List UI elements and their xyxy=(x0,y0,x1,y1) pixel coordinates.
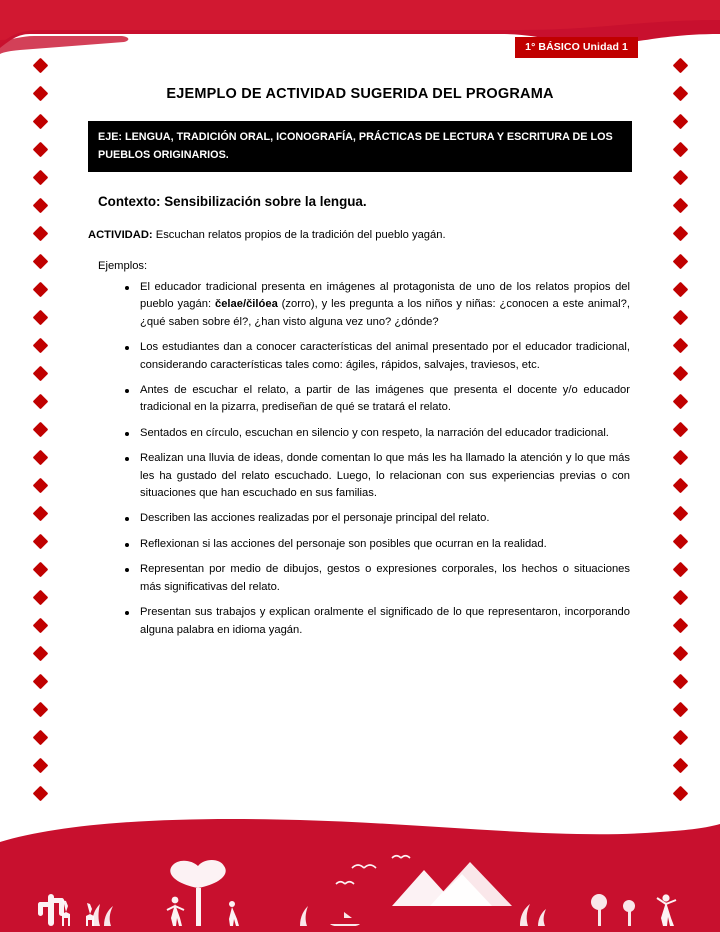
unit-badge: 1° BÁSICO Unidad 1 xyxy=(515,37,638,58)
list-item-text-pre: Representan por medio de dibujos, gestos o expresiones corporales, los hechos o situaciones más significativas del relato. xyxy=(140,563,630,593)
diamond-icon xyxy=(672,450,688,466)
diamond-icon xyxy=(672,646,688,662)
diamond-icon xyxy=(672,562,688,578)
activity-text: Escuchan relatos propios de la tradición del pueblo yagán. xyxy=(152,229,446,241)
diamond-icon xyxy=(672,86,688,102)
document-content xyxy=(88,78,632,647)
diamond-icon xyxy=(672,534,688,550)
list-item xyxy=(140,339,632,374)
diamond-icon xyxy=(672,422,688,438)
diamond-icon xyxy=(672,366,688,382)
diamond-icon xyxy=(32,786,48,802)
list-item xyxy=(140,450,632,502)
examples-list xyxy=(88,279,632,639)
diamond-icon xyxy=(32,702,48,718)
diamond-icon xyxy=(672,58,688,74)
list-item-text-bold: čelae/čilóea xyxy=(214,298,278,311)
diamond-icon xyxy=(672,170,688,186)
activity-line xyxy=(88,227,632,243)
right-diamond-ornament-column xyxy=(656,52,704,842)
diamond-icon xyxy=(32,646,48,662)
list-item-text-post: (zorro), y les pregunta a los niños y niñas: ¿conocen a este animal?, ¿qué saben sobre él?, ¿han visto alguna vez uno? ¿dónde? xyxy=(140,298,630,328)
examples-label: Ejemplos: xyxy=(98,260,148,272)
diamond-icon xyxy=(672,198,688,214)
diamond-icon xyxy=(672,674,688,690)
diamond-icon xyxy=(32,310,48,326)
diamond-icon xyxy=(32,562,48,578)
diamond-icon xyxy=(32,254,48,270)
page-title: EJEMPLO DE ACTIVIDAD SUGERIDA DEL PROGRAMA xyxy=(166,86,554,102)
list-item xyxy=(140,536,632,553)
list-item-text-pre: Antes de escuchar el relato, a partir de las imágenes que presenta el docente y/o educador tradicional en la pizarra, prediseñan de qué se tratará el relato. xyxy=(140,384,630,414)
list-item xyxy=(140,604,632,639)
diamond-icon xyxy=(32,758,48,774)
list-item-text-pre: Reflexionan si las acciones del personaje son posibles que ocurran en la realidad. xyxy=(140,537,547,550)
diamond-icon xyxy=(672,506,688,522)
diamond-icon xyxy=(672,730,688,746)
diamond-icon xyxy=(32,450,48,466)
diamond-icon xyxy=(32,114,48,130)
diamond-icon xyxy=(672,590,688,606)
diamond-icon xyxy=(32,282,48,298)
diamond-icon xyxy=(32,142,48,158)
diamond-icon xyxy=(672,618,688,634)
diamond-icon xyxy=(32,590,48,606)
diamond-icon xyxy=(672,226,688,242)
left-diamond-ornament-column xyxy=(16,52,64,842)
diamond-icon xyxy=(32,58,48,74)
context-heading: Contexto: Sensibilización sobre la lengua. xyxy=(98,194,367,209)
diamond-icon xyxy=(672,394,688,410)
diamond-icon xyxy=(672,254,688,270)
diamond-icon xyxy=(32,366,48,382)
diamond-icon xyxy=(672,114,688,130)
list-item-text-pre: Los estudiantes dan a conocer características del animal presentado por el educador tradicional, considerando características tales como: ágiles, rápidos, salvajes, traviesos, etc. xyxy=(140,341,630,371)
list-item-text-pre: Sentados en círculo, escuchan en silencio y con respeto, la narración del educador tradicional. xyxy=(140,426,609,439)
diamond-icon xyxy=(32,338,48,354)
diamond-icon xyxy=(32,506,48,522)
red-landscape-silhouette-band-icon xyxy=(0,814,720,932)
activity-label: ACTIVIDAD: xyxy=(88,229,153,241)
eje-banner: EJE: LENGUA, TRADICIÓN ORAL, ICONOGRAFÍA, PRÁCTICAS DE LECTURA Y ESCRITURA DE LOS PUEBLOS ORIGINARIOS. xyxy=(88,121,632,172)
list-item xyxy=(140,561,632,596)
diamond-icon xyxy=(672,142,688,158)
diamond-icon xyxy=(32,730,48,746)
diamond-icon xyxy=(32,478,48,494)
diamond-icon xyxy=(32,534,48,550)
list-item-text-pre: Presentan sus trabajos y explican oralmente el significado de lo que representaron, incorporando alguna palabra en idioma yagán. xyxy=(140,606,630,636)
list-item xyxy=(140,510,632,527)
diamond-icon xyxy=(672,478,688,494)
bottom-decorative-band xyxy=(0,814,720,932)
diamond-icon xyxy=(32,86,48,102)
list-item xyxy=(140,279,632,331)
list-item-text-pre: El educador tradicional presenta en imágenes al protagonista de uno de los relatos propios del pueblo yagán: xyxy=(140,281,630,311)
diamond-icon xyxy=(32,226,48,242)
diamond-icon xyxy=(672,310,688,326)
list-item xyxy=(140,425,632,442)
diamond-icon xyxy=(672,758,688,774)
diamond-icon xyxy=(32,394,48,410)
diamond-icon xyxy=(32,422,48,438)
diamond-icon xyxy=(32,170,48,186)
diamond-icon xyxy=(672,338,688,354)
diamond-icon xyxy=(32,618,48,634)
diamond-icon xyxy=(672,282,688,298)
diamond-icon xyxy=(672,702,688,718)
diamond-icon xyxy=(32,198,48,214)
list-item-text-pre: Describen las acciones realizadas por el personaje principal del relato. xyxy=(140,512,490,525)
diamond-icon xyxy=(672,786,688,802)
list-item xyxy=(140,382,632,417)
list-item-text-pre: Realizan una lluvia de ideas, donde comentan lo que más les ha llamado la atención y lo que más les ha gustado del relato escuchado. Luego, lo relacionan con sus experiencias previas o con situaciones que han escuchado en sus familias. xyxy=(140,452,630,500)
diamond-icon xyxy=(32,674,48,690)
